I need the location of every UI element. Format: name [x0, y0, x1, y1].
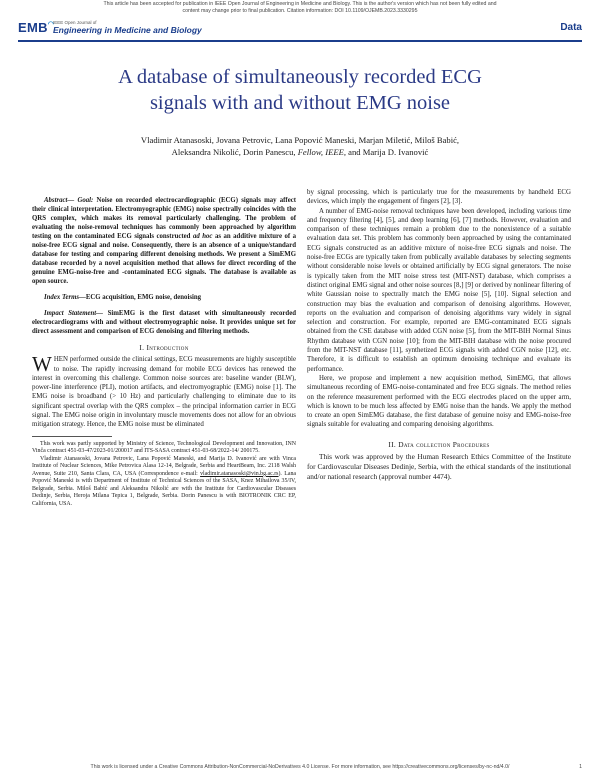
abstract [32, 196, 296, 286]
abstract-text-2: as an additive mixture of a noise-free ECG signal and noise. Consequently, there is an absence of a unique/standard database for testing and comparing different denoising methods. We present a SimEMG database recorded by a novel acquisition method that allows for direct recording of the genuine EMG-noise-free and -contaminated ECG signals. The database is available as open source. [32, 233, 297, 285]
author-line1: Vladimir Atanasoski, Jovana Petrovic, Lana Popović Maneski, Marjan Miletić, Miloš Babić, [140, 135, 460, 145]
index-terms-label: Index Terms— [44, 294, 86, 301]
footnote-affil-b: ). Lana Popović Maneski is with Department of Institute of Technical Sciences of the SASA, Knez Mihailova 35/IV, Belgrade, Serbia. Miloš Babić and Aleksandra Nikolić are with the Institute for Cardiovascular Diseases Dedinje, Serbia, Heroja Milana Tepica 1, Belgrade, Serbia. Dorin Panescu is with BIOTRONIK CRC EP, California, USA. [32, 470, 297, 507]
author-line2-plain: Aleksandra Nikolić, Dorin Panescu, [171, 147, 298, 157]
paper-title [60, 64, 540, 116]
footnote-funding: This work was partly supported by Ministry of Science, Technological Development and Innovation, INN Vinča contract 451-03-47/2023-01/200017 and ITS-SASA contract 451-03-68/2022-14/ 200175. [32, 440, 296, 455]
author-fellow-title: Fellow, IEEE, [297, 147, 346, 157]
emb-logo [18, 20, 54, 35]
abstract-text-1: Noise on recorded electrocardiographic (ECG) signals may affect their clinical interpretation. Electromyographic (EMG) noise spectrally coincides with the QRS complex, which makes its removal particularly challenging. The problem of evaluating the noise-removal techniques has commonly been approached by algorithm testing on the contaminated ECG signals constructed [32, 197, 296, 240]
journal-header [18, 17, 582, 39]
impact-statement [32, 309, 296, 336]
section-tag: Data [560, 22, 582, 33]
intro-heading-num: I. [139, 343, 145, 352]
paper-title-line1: A database of simultaneously recorded ECG [118, 66, 482, 88]
intro-lead-word: HEN [53, 356, 68, 364]
author-line2 [50, 146, 550, 158]
abstract-label: Abstract— Goal: [44, 197, 94, 204]
intro-continuation: by signal processing, which is particularly true for the measurements by handheld ECG devices, which imply the engagement of fingers [2], [3]. [307, 189, 571, 206]
ethics-paragraph: This work was approved by the Human Research Ethics Committee of the Institute for Cardiovascular Diseases Dedinje, Serbia, with the ethical standards of the institutional and/or national research (approval number 4474). [307, 452, 571, 481]
acceptance-notice [0, 1, 600, 15]
left-column [32, 196, 296, 508]
emb-logo-text: EMB [18, 20, 48, 35]
paper-title-line2: signals with and without EMG noise [149, 92, 451, 114]
author-list [50, 134, 550, 158]
sec2-heading-text: Data collection Procedures [398, 439, 490, 449]
impact-text: SimEMG is the first dataset with simultaneously recorded electrocardiograms with and without electromyographic noise. It provides unique set for direct assessment and comparison of ECG denoising and filtering methods. [32, 310, 296, 335]
abstract-italic: ad hoc [192, 233, 213, 240]
page-number: 1 [579, 764, 582, 770]
sec2-heading-num: II. [388, 439, 397, 449]
acceptance-notice-line2: content may change prior to final publication. Citation information: DOI 10.1109/OJEMB.2023.3330295 [182, 8, 418, 14]
footnote-affil-a: Vladimir Atanasoski, Jovana Petrovic, Lana Popović Maneski, and Marija D. Ivanović are with Vinca Institute of Nuclear Sciences, Mike Petrovica Alasa 12-14, Belgrade, Serbia and HeartBeam, Inc. 2118 Walsh Avenue, Suite 210, Santa Clara, CA, USA (Correspondence e-mail: [32, 455, 296, 477]
journal-name-main: Engineering in Medicine and Biology [53, 25, 202, 35]
journal-name-small: IEEE Open Journal of [53, 20, 97, 25]
header-divider [18, 40, 582, 42]
intro-heading-text: Introduction [146, 343, 189, 352]
logo-swoosh-icon: ◠ [47, 21, 55, 28]
intro-paragraph-2: A number of EMG-noise removal techniques have been developed, including various time and frequency filtering [4], [5], and deep learning [6], [7] methods. However, evaluation and comparison of these techniques remain a problem due to the nonexistence of a suitable evaluation data set. This problem has commonly been approached by using the contaminated ECG signals constructed as an additive mixture of noise-free ECG signals and noise. The noise-free ECGs are typically taken from publically available databases by selecting segments without considerable noise levels or obtained artificially by ECG signal generators. The noise is typically taken from the MIT noise stress test (MIT-NST) database, which comprises a distinct original EMG signal and other noise sources [8,] [9] or derived by nonlinear filtering of white Gaussian noise to spectrally match the EMG noise [5], [10]. Signal selection and construction may bias the evaluation and comparison of denoising algorithms. However, reports on the evaluation and comparison of denoising algorithms vary widely in signal selection and construction. For example, reported are EMG-contaminated ECG signals obtained from the CSE database with added CGN noise [5], from the MIT-BIH Normal Sinus Rhythm database with CGN noise [10]; from the MIT-BIH database with the noise procured from the MIT-NST database [11], synthetized ECG signals with added CGN noise [12], etc. Therefore, it is difficult to establish an optimum denoising technique and evaluate its performance. [307, 207, 571, 373]
footnote-divider [32, 436, 112, 437]
intro-text: performed outside the clinical settings, ECG measurements are highly susceptible to noise. The rapidly increasing demand for mobile ECG devices has renewed the interest in overcoming this challenge. Common noise sources are: baseline wander (BLW), power-line interference (PLI), motion artifacts, and electromyographic (EMG) noise [1]. The EMG noise is broadband (> 10 Hz) and particularly challenging to eliminate due to its significant spectral overlap with the QRS complex – the principal information carrier in ECG signal. The EMG noise origin in involuntary muscle movements does not allow for an obvious mitigation strategy. Hence, the EMG noise must be eliminated [32, 356, 296, 429]
section-heading-introduction [32, 343, 296, 352]
acceptance-notice-line1: This article has been accepted for publication in IEEE Open Journal of Engineering in Medicine and Biology. This is the author's version which has not been fully edited and [103, 1, 497, 7]
footnote [32, 441, 296, 509]
section-heading-data-collection [307, 440, 571, 449]
intro-paragraph-3: Here, we propose and implement a new acquisition method, SimEMG, that allows simultaneous recording of EMG-noise-contaminated and free ECG signals. The method relies on the reference measurement performed with the ECG electrodes placed on the upper arm, which is known to be much less affected by EMG noise than the hands. We apply the method to create an open SimEMG database, the first database of genuine noisy and EMG-noise-free signals suitable for evaluating and comparing denoising algorithms. [307, 374, 571, 429]
correspondence-email-link[interactable]: vladimir.atanasoski@vin.bg.ac.rs [200, 470, 279, 477]
index-terms [32, 293, 296, 302]
drop-cap: W [32, 352, 52, 377]
index-terms-text: ECG acquisition, EMG noise, denoising [85, 294, 202, 301]
footnote-affiliations [32, 456, 296, 509]
impact-label: Impact Statement— [44, 310, 103, 317]
journal-name [53, 20, 202, 35]
right-column [307, 188, 571, 481]
license-notice: This work is licensed under a Creative Commons Attribution-NonCommercial-NoDerivatives 4.0 License. For more information, see https://creativecommons.org/licenses/by-nc-nd/4.0/ [90, 764, 510, 770]
intro-paragraph [32, 352, 296, 429]
author-line2-end: and Marija D. Ivanović [345, 147, 429, 157]
